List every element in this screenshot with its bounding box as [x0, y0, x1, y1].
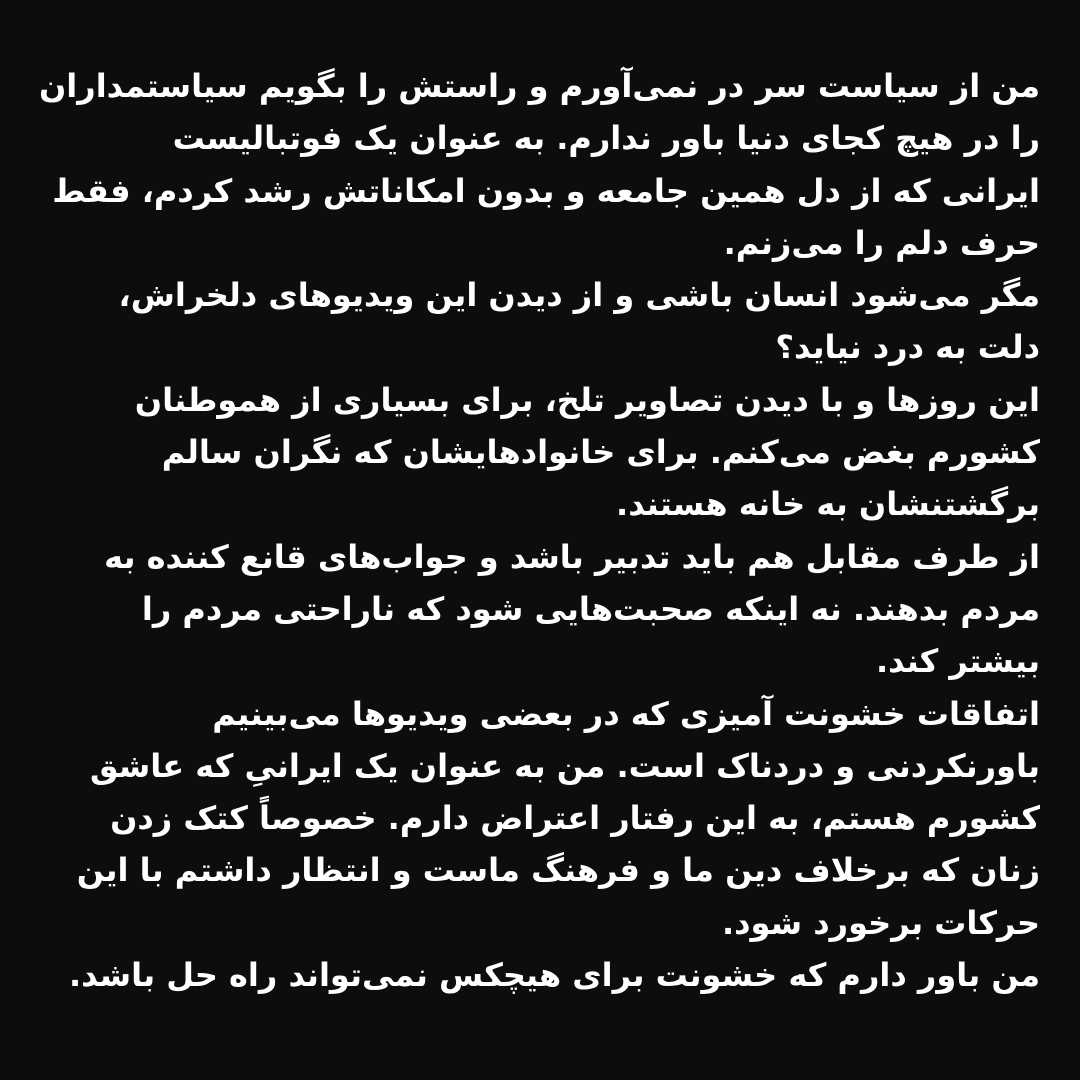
statement-line: این روزها و با دیدن تصاویر تلخ، برای بسیاری از هموطنان	[134, 380, 1040, 419]
statement-line: مگر می‌شود انسان باشی و از دیدن این ویدیوهای دلخراش،	[118, 276, 1040, 315]
statement-line: را در هیچ کجای دنیا باور ندارم. به عنوان یک فوتبالیست	[172, 119, 1040, 158]
statement-line: باورنکردنی و دردناک است. من به عنوان یک ایرانیِ که عاشق	[89, 746, 1040, 785]
statement-line: زنان که برخلاف دین ما و فرهنگ ماست و انتظار داشتم با این	[76, 851, 1040, 890]
statement-line: کشورم بغض می‌کنم. برای خانوادهایشان که نگران سالم	[161, 433, 1040, 472]
statement-line: از طرف مقابل هم باید تدبیر باشد و جواب‌های قانع کننده به	[104, 537, 1040, 576]
statement-line: بیشتر کند.	[875, 642, 1040, 681]
statement-line: حرف دلم را می‌زنم.	[723, 223, 1040, 262]
statement-line: حرکات برخورد شود.	[721, 903, 1040, 942]
statement-text	[40, 60, 1040, 1001]
statement-line: من از سیاست سر در نمی‌آورم و راستش را بگویم سیاستمداران	[38, 67, 1040, 105]
statement-line: ایرانی که از دل همین جامعه و بدون امکاناتش رشد کردم، فقط	[52, 171, 1040, 210]
statement-line: من باور دارم که خشونت برای هیچکس نمی‌تواند راه حل باشد.	[68, 956, 1040, 995]
statement-line: کشورم هستم، به این رفتار اعتراض دارم. خصوصاً کتک زدن	[110, 799, 1040, 838]
statement-line: برگشتنشان به خانه هستند.	[616, 485, 1040, 524]
statement-line: مردم بدهند. نه اینکه صحبت‌هایی شود که ناراحتی مردم را	[141, 589, 1040, 628]
statement-line: دلت به درد نیاید؟	[775, 328, 1040, 367]
statement-line: اتفاقات خشونت آمیزی که در بعضی ویدیوها می‌بینیم	[212, 694, 1040, 733]
